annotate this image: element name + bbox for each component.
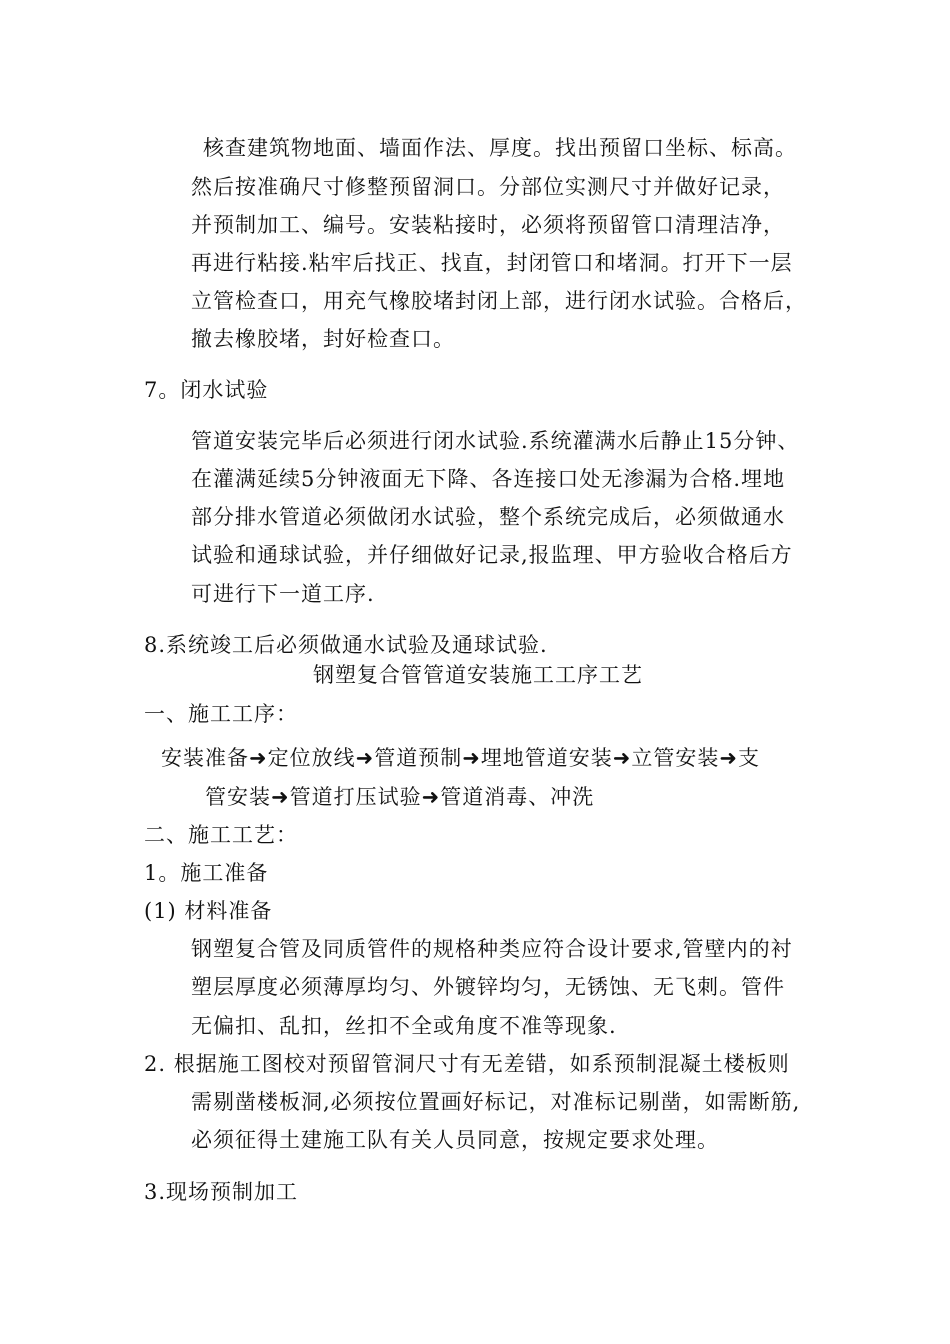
item-2-line-2: 需剔凿楼板洞,必须按位置画好标记，对准标记剔凿，如需断筋, (191, 1090, 801, 1114)
section-7-heading: 7。闭水试验 (144, 378, 269, 402)
intro-line-1: 核查建筑物地面、墙面作法、厚度。找出预留口坐标、标高。 (203, 136, 797, 160)
materials-line-2: 塑层厚度必须薄厚均匀、外镀锌均匀，无锈蚀、无飞刺。管件 (191, 975, 785, 999)
item-2-line-1: 2. 根据施工图校对预留管洞尺寸有无差错，如系预制混凝土楼板则 (144, 1052, 790, 1076)
section-7-line-4: 试验和通球试验，并仔细做好记录,报监理、甲方验收合格后方 (191, 543, 793, 567)
intro-line-3: 并预制加工、编号。安装粘接时，必须将预留管口清理洁净， (191, 213, 785, 237)
sub-item-1-heading: (1) 材料准备 (144, 899, 273, 923)
section-7-line-2: 在灌满延续5分钟液面无下降、各连接口处无渗漏为合格.埋地 (191, 467, 786, 491)
process-flow-line-1: 安装准备➜定位放线➜管道预制➜埋地管道安装➜立管安装➜支 (161, 746, 760, 770)
intro-line-6: 撤去橡胶堵，封好检查口。 (191, 327, 455, 351)
section-7-line-1: 管道安装完毕后必须进行闭水试验.系统灌满水后静止15分钟、 (191, 429, 800, 453)
item-3-heading: 3.现场预制加工 (144, 1180, 299, 1204)
materials-line-3: 无偏扣、乱扣，丝扣不全或角度不准等现象. (191, 1014, 617, 1038)
section-7-line-3: 部分排水管道必须做闭水试验，整个系统完成后，必须做通水 (191, 505, 785, 529)
section-7-line-5: 可进行下一道工序. (191, 582, 375, 606)
item-1-heading: 1。施工准备 (144, 861, 269, 885)
process-flow-line-2: 管安装➜管道打压试验➜管道消毒、冲洗 (205, 785, 595, 809)
document-title: 钢塑复合管管道安装施工工序工艺 (313, 663, 643, 687)
part-1-heading: 一、施工工序： (144, 702, 298, 726)
intro-line-5: 立管检查口，用充气橡胶堵封闭上部，进行闭水试验。合格后， (191, 289, 807, 313)
part-2-heading: 二、施工工艺： (144, 823, 298, 847)
materials-line-1: 钢塑复合管及同质管件的规格种类应符合设计要求,管壁内的衬 (191, 937, 793, 961)
section-8-text: 8.系统竣工后必须做通水试验及通球试验. (144, 633, 548, 657)
intro-line-4: 再进行粘接.粘牢后找正、找直，封闭管口和堵洞。打开下一层 (191, 251, 793, 275)
intro-line-2: 然后按准确尺寸修整预留洞口。分部位实测尺寸并做好记录， (191, 175, 785, 199)
item-2-line-3: 必须征得土建施工队有关人员同意，按规定要求处理。 (191, 1128, 719, 1152)
